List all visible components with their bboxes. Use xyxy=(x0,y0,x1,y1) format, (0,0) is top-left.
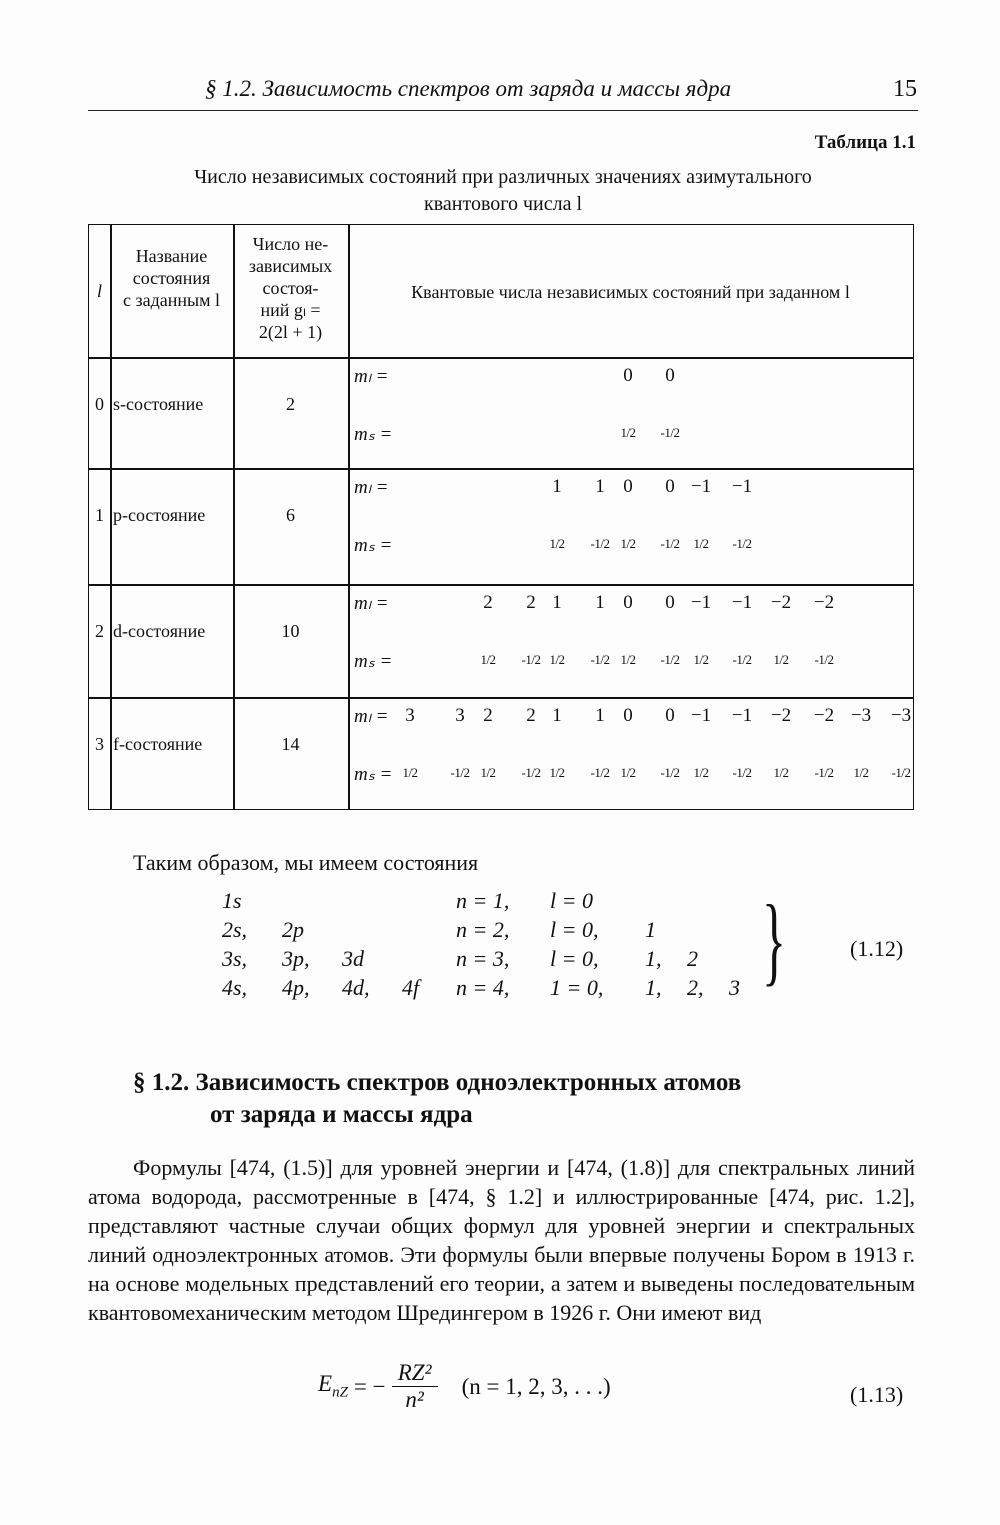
eq-condition: (n = 1, 2, 3, . . .) xyxy=(461,1373,611,1399)
ms-value: 1/2 xyxy=(402,765,418,780)
header-count-line: Число не- xyxy=(252,234,329,254)
ml-value: −1 xyxy=(690,705,712,726)
row-count: 2 xyxy=(286,394,295,414)
header-quantum: Квантовые числа независимых состояний при заданном l xyxy=(411,282,850,302)
right-brace: } xyxy=(762,884,786,995)
row-divider xyxy=(89,357,913,359)
ms-value: -1/2 xyxy=(814,765,834,780)
l-value: l = 0, xyxy=(550,946,599,971)
row-divider xyxy=(89,697,913,699)
l-option: 3 xyxy=(729,975,740,1000)
ms-value: -1/2 xyxy=(814,652,834,667)
ml-value: −2 xyxy=(770,705,792,726)
ml-label: mₗ = xyxy=(354,593,389,614)
ms-value: -1/2 xyxy=(732,536,752,551)
body-paragraph: Формулы [474, (1.5)] для уровней энергии и [474, (1.8)] для спектральных линий атома водорода, рассмотренные в [474, § 1.2] и иллюстрированные [474, рис. 1.2], представляют частные случаи общих формул для уровней энергии и спектральных линий одноэлектронных атомов. Эти формулы были впервые получены Бором в 1913 г. на основе модельных представлений его теории, а затем и выведены последовательным квантовомеханическим методом Шредингером в 1926 г. Они имеют вид xyxy=(88,1155,915,1325)
header-l: l xyxy=(96,281,102,301)
ml-value: −3 xyxy=(890,705,912,726)
ms-value: -1/2 xyxy=(891,765,911,780)
l-option: 1, xyxy=(645,975,662,1000)
quantum-states-table xyxy=(88,224,914,810)
running-header: § 1.2. Зависимость спектров от заряда и массы ядра xyxy=(205,76,732,101)
ml-value: −2 xyxy=(770,592,792,613)
ml-label: mₗ = xyxy=(354,706,389,727)
ms-value: 1/2 xyxy=(693,652,709,667)
section-heading-line: § 1.2. Зависимость спектров одноэлектронных атомов xyxy=(133,1069,742,1096)
ml-value: −1 xyxy=(690,476,712,497)
ml-value: 2 xyxy=(526,705,536,726)
equation-1-13 xyxy=(318,1360,611,1413)
equation-number-1-12: (1.12) xyxy=(850,936,904,961)
ms-value: 1/2 xyxy=(480,765,496,780)
ms-value: 1/2 xyxy=(549,536,565,551)
l-option: 2 xyxy=(687,946,698,971)
l-value: l = 0, xyxy=(550,917,599,942)
l-value: l = 0 xyxy=(550,888,593,913)
ms-value: -1/2 xyxy=(660,765,680,780)
l-option: 2, xyxy=(687,975,704,1000)
ms-value: -1/2 xyxy=(521,765,541,780)
ms-value: -1/2 xyxy=(660,652,680,667)
state-label: 4d, xyxy=(342,975,370,1000)
ml-value: 3 xyxy=(455,705,465,726)
ml-value: −3 xyxy=(850,705,872,726)
ml-value: 0 xyxy=(623,705,633,726)
caption-line-2: квантового числа l xyxy=(423,193,583,215)
header-name-line: состояния xyxy=(132,268,211,288)
ms-value: 1/2 xyxy=(549,765,565,780)
ml-value: −2 xyxy=(813,705,835,726)
caption-line-1: Число независимых состояний при различных значениях азимутального xyxy=(194,166,812,188)
row-count: 14 xyxy=(281,734,300,754)
eq-numerator: RZ² xyxy=(397,1360,432,1385)
ms-label: mₛ = xyxy=(354,535,393,556)
state-label: 4p, xyxy=(282,975,310,1000)
row-count: 10 xyxy=(281,621,300,641)
ml-value: −1 xyxy=(731,705,753,726)
header-count-line: 2(2l + 1) xyxy=(258,322,323,342)
n-value: n = 4, xyxy=(456,975,510,1000)
ml-value: 1 xyxy=(552,705,562,726)
ml-value: 2 xyxy=(526,592,536,613)
row-l-value: 3 xyxy=(95,734,104,754)
row-l-value: 2 xyxy=(95,621,104,641)
ml-value: 0 xyxy=(665,592,675,613)
ml-value: 1 xyxy=(595,592,605,613)
ms-value: 1/2 xyxy=(693,536,709,551)
ms-value: -1/2 xyxy=(732,652,752,667)
ml-value: 0 xyxy=(623,592,633,613)
ml-value: 0 xyxy=(665,705,675,726)
ml-label: mₗ = xyxy=(354,477,389,498)
ms-value: 1/2 xyxy=(480,652,496,667)
ml-value: 0 xyxy=(665,476,675,497)
ml-value: 0 xyxy=(665,365,675,386)
ms-label: mₛ = xyxy=(354,424,393,445)
ml-value: 2 xyxy=(483,705,493,726)
header-count xyxy=(233,233,348,343)
header-rule xyxy=(88,110,918,111)
header-name xyxy=(110,245,233,311)
ml-value: 0 xyxy=(623,476,633,497)
ml-value: 2 xyxy=(483,592,493,613)
header-name-line: с заданным l xyxy=(123,290,220,310)
state-label: 1s xyxy=(222,888,242,913)
ml-value: −1 xyxy=(731,592,753,613)
col-divider xyxy=(348,225,350,809)
state-label: 4f xyxy=(402,975,420,1000)
state-label: 2s, xyxy=(222,917,248,942)
state-label: 2p xyxy=(282,917,304,942)
ms-value: -1/2 xyxy=(450,765,470,780)
n-value: n = 3, xyxy=(456,946,510,971)
row-divider xyxy=(89,468,913,470)
ml-label: mₗ = xyxy=(354,366,389,387)
n-value: n = 1, xyxy=(456,888,510,913)
ml-value: 1 xyxy=(595,705,605,726)
l-option: 1, xyxy=(645,946,662,971)
ms-label: mₛ = xyxy=(354,764,393,785)
table-label: Таблица 1.1 xyxy=(814,132,916,153)
ms-value: -1/2 xyxy=(660,425,680,440)
ms-value: 1/2 xyxy=(620,536,636,551)
ml-value: −1 xyxy=(690,592,712,613)
eq-lhs xyxy=(318,1371,348,1402)
eq-lhs-symbol: E xyxy=(318,1371,333,1397)
section-heading-line: от заряда и массы ядра xyxy=(210,1101,473,1128)
ms-value: -1/2 xyxy=(590,652,610,667)
ms-value: 1/2 xyxy=(620,425,636,440)
eq-sign: = − xyxy=(353,1373,386,1399)
ml-value: −2 xyxy=(813,592,835,613)
l-value: 1 = 0, xyxy=(550,975,604,1000)
ms-value: -1/2 xyxy=(732,765,752,780)
header-name-line: Название xyxy=(135,246,208,266)
section-heading xyxy=(133,1067,741,1131)
ms-value: 1/2 xyxy=(620,765,636,780)
header-count-line: ний gₗ = xyxy=(260,300,321,320)
eq-lhs-subscript: nZ xyxy=(332,1384,348,1401)
ms-label: mₛ = xyxy=(354,651,393,672)
ms-value: 1/2 xyxy=(773,765,789,780)
row-divider xyxy=(89,584,913,586)
ms-value: -1/2 xyxy=(590,765,610,780)
header-count-line: состоя- xyxy=(262,278,319,298)
ms-value: -1/2 xyxy=(590,536,610,551)
eq-denominator: n² xyxy=(405,1387,424,1412)
ml-value: 1 xyxy=(552,476,562,497)
ms-value: 1/2 xyxy=(620,652,636,667)
ml-value: 1 xyxy=(595,476,605,497)
row-count: 6 xyxy=(286,505,295,525)
ml-value: 1 xyxy=(552,592,562,613)
ms-value: 1/2 xyxy=(693,765,709,780)
row-state-name: s-состояние xyxy=(113,394,204,414)
l-option: 1 xyxy=(645,917,656,942)
state-label: 3p, xyxy=(282,946,310,971)
row-state-name: d-состояние xyxy=(113,621,206,641)
ms-value: -1/2 xyxy=(521,652,541,667)
ms-value: 1/2 xyxy=(773,652,789,667)
row-l-value: 1 xyxy=(95,505,104,525)
header-count-line: зависимых xyxy=(248,256,333,276)
ml-value: 3 xyxy=(405,705,415,726)
row-state-name: p-состояние xyxy=(113,505,206,525)
row-state-name: f-состояние xyxy=(113,734,203,754)
ml-value: 0 xyxy=(623,365,633,386)
table-caption xyxy=(88,164,918,218)
eq-fraction xyxy=(392,1360,438,1413)
n-value: n = 2, xyxy=(456,917,510,942)
ms-value: 1/2 xyxy=(853,765,869,780)
ml-value: −1 xyxy=(731,476,753,497)
equation-number-1-13: (1.13) xyxy=(850,1382,904,1407)
ms-value: 1/2 xyxy=(549,652,565,667)
ms-value: -1/2 xyxy=(660,536,680,551)
state-label: 3d xyxy=(342,946,364,971)
intro-text: Таким образом, мы имеем состояния xyxy=(133,850,479,875)
row-l-value: 0 xyxy=(95,394,104,414)
state-label: 3s, xyxy=(222,946,248,971)
state-label: 4s, xyxy=(222,975,248,1000)
page-number: 15 xyxy=(893,76,917,102)
